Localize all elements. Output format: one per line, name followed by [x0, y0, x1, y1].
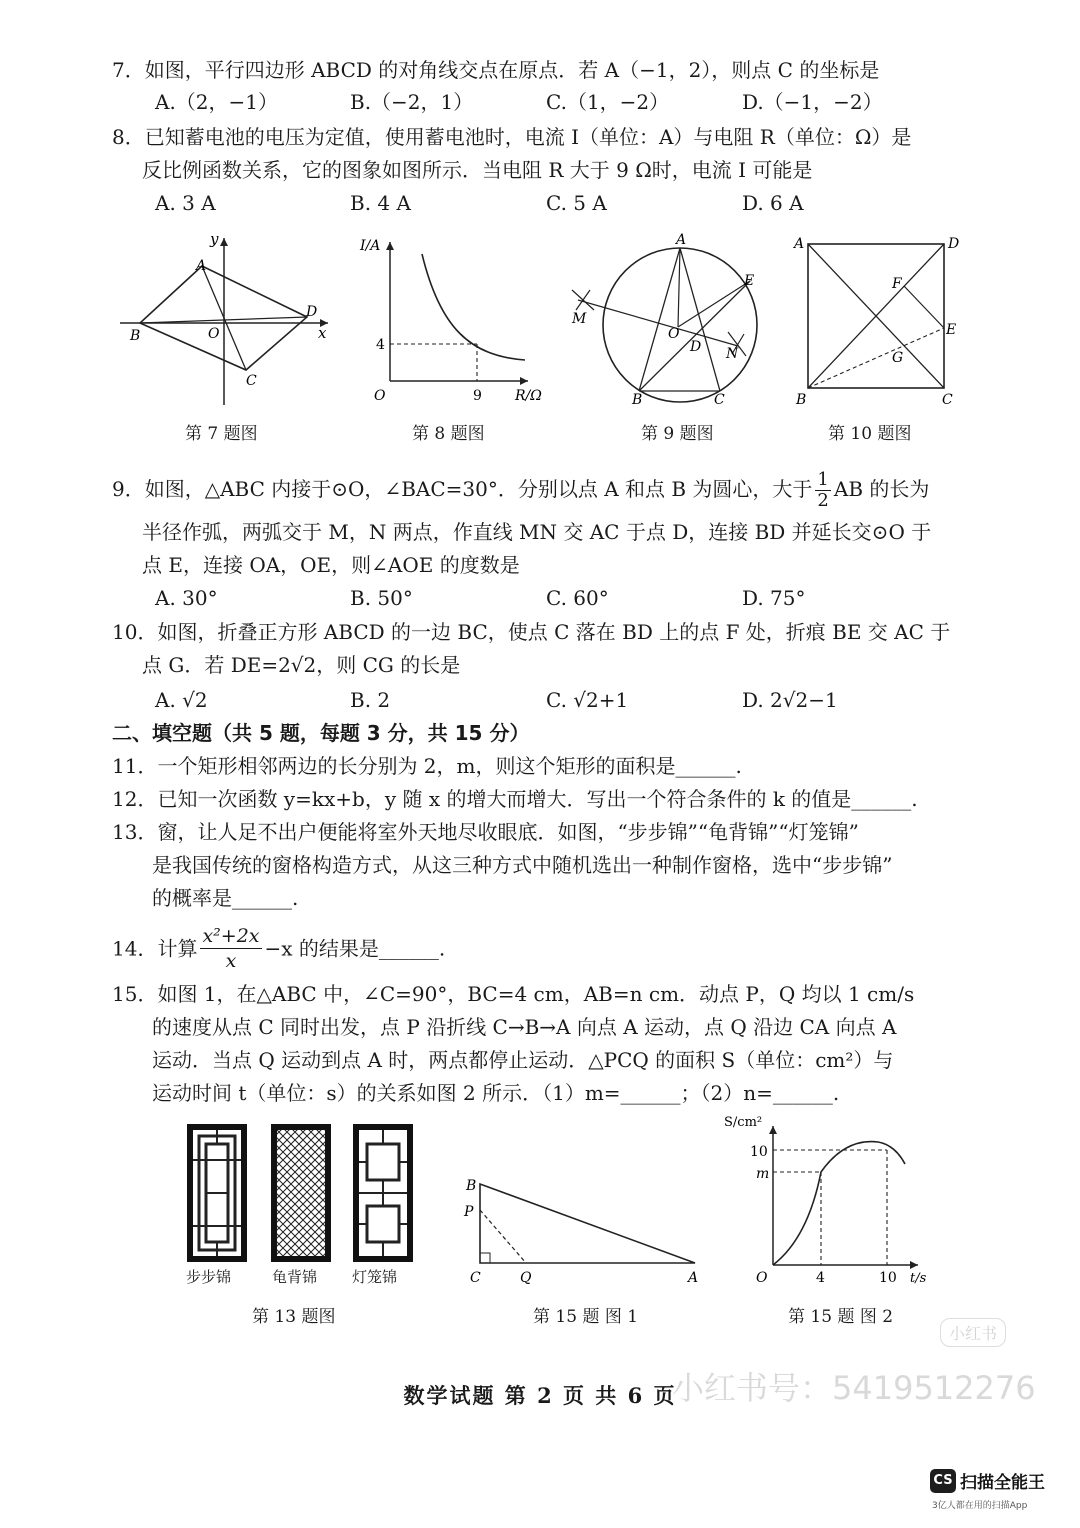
scanner-logo-icon: CS: [930, 1469, 956, 1493]
window-bubujin: [187, 1124, 247, 1262]
triangle-abc: [480, 1184, 695, 1263]
scanner-name: 扫描全能王: [960, 1473, 1045, 1493]
figure-13-windows: [183, 1120, 423, 1270]
fig15a-label-p: P: [464, 1204, 474, 1220]
q9-frac-num: 1: [817, 469, 829, 490]
scanner-tagline: 3亿人都在用的扫描App: [932, 1501, 1028, 1511]
figure-10: [790, 228, 980, 408]
fig13-caption: 第 13 题图: [252, 1307, 336, 1327]
window-guibeijin: [271, 1124, 331, 1262]
fig10-label-b: B: [796, 392, 807, 408]
q9-option-b: B. 50°: [350, 586, 413, 610]
window-label-guibeijin: 龟背锦: [272, 1268, 318, 1286]
fig15b-label-y-axis: S/cm²: [724, 1115, 763, 1130]
fig7-caption: 第 7 题图: [185, 424, 258, 444]
q7-option-c: C.（1，−2）: [546, 90, 670, 114]
q13-stem-line1: 13．窗，让人足不出户便能将室外天地尽收眼底．如图，“步步锦”“龟背锦”“灯笼锦”: [112, 820, 859, 844]
q15-stem-line2: 的速度从点 C 同时出发，点 P 沿折线 C→B→A 向点 A 运动，点 Q 沿边 CA 向点 A: [152, 1015, 897, 1039]
q7-stem: 7．如图，平行四边形 ABCD 的对角线交点在原点．若 A（−1，2），则点 C 的坐标是: [112, 58, 880, 82]
q7-option-a: A.（2，−1）: [155, 90, 279, 114]
fig15b-tick-x10: 10: [879, 1270, 897, 1286]
fig15b-tick-x4: 4: [816, 1270, 825, 1286]
fig9-label-d: D: [690, 339, 702, 355]
q8-option-c: C. 5 A: [546, 191, 607, 215]
q14-denominator: x: [225, 950, 237, 972]
q7-option-d: D.（−1，−2）: [742, 90, 883, 114]
window-label-denglongjin: 灯笼锦: [352, 1268, 398, 1286]
fig7-label-a: A: [196, 258, 207, 274]
fig10-label-g: G: [892, 350, 904, 366]
fig15a-label-a: A: [688, 1270, 699, 1286]
q13-stem-line2: 是我国传统的窗格构造方式，从这三种方式中随机选出一种制作窗格，选中“步步锦”: [152, 853, 893, 877]
q9-stem-line1: 9．如图，△ABC 内接于⊙O，∠BAC=30°．分别以点 A 和点 B 为圆心，大于 $\frac{1}{2}$ AB 的长为: [112, 469, 930, 511]
fig15b-label-o: O: [756, 1270, 768, 1286]
fig15b-caption: 第 15 题 图 2: [788, 1307, 894, 1327]
fig8-caption: 第 8 题图: [412, 424, 485, 444]
section-2-title: 二、填空题（共 5 题，每题 3 分，共 15 分）: [112, 721, 530, 745]
fig9-label-c: C: [714, 392, 725, 408]
window-denglongjin: [353, 1124, 413, 1262]
fig10-label-c: C: [942, 392, 953, 408]
figure-9: [568, 228, 768, 408]
q10-option-a: A. √2: [155, 688, 208, 712]
q15-stem-line4: 运动时间 t（单位：s）的关系如图 2 所示．（1）m=______；（2）n=______.: [152, 1081, 840, 1105]
fig9-label-m: M: [572, 311, 587, 327]
fig10-caption: 第 10 题图: [828, 424, 912, 444]
fig15b-label-x-axis: t/s: [910, 1271, 927, 1286]
fig15a-label-c: C: [470, 1270, 481, 1286]
fig9-caption: 第 9 题图: [641, 424, 714, 444]
q8-option-b: B. 4 A: [350, 191, 411, 215]
q9-stem-line3: 点 E，连接 OA，OE，则∠AOE 的度数是: [142, 553, 520, 577]
fig10-label-e: E: [946, 322, 957, 338]
q10-stem-line1: 10．如图，折叠正方形 ABCD 的一边 BC，使点 C 落在 BD 上的点 F 处，折痕 BE 交 AC 于: [112, 620, 951, 644]
q14-stem: 14．计算 $\frac{\text{x²+2x}}{x}$ −x 的结果是______.: [112, 925, 446, 972]
fig7-label-b: B: [130, 328, 141, 344]
fig15b-tick-10: 10: [750, 1144, 768, 1160]
q8-option-d: D. 6 A: [742, 191, 804, 215]
fig7-label-y: y: [210, 230, 219, 248]
q15-stem-line1: 15．如图 1，在△ABC 中，∠C=90°，BC=4 cm，AB=n cm．动点 P，Q 均以 1 cm/s: [112, 982, 915, 1006]
q7-option-b: B.（−2，1）: [350, 90, 474, 114]
q9-option-a: A. 30°: [155, 586, 218, 610]
q13-stem-line3: 的概率是______.: [152, 886, 299, 910]
figure-15-2: [720, 1108, 950, 1293]
q8-stem-line1: 8．已知蓄电池的电压为定值，使用蓄电池时，电流 I（单位：A）与电阻 R（单位：Ω）是: [112, 125, 912, 149]
figure-7: [120, 230, 340, 410]
q9-option-d: D. 75°: [742, 586, 806, 610]
fig10-label-a: A: [794, 236, 805, 252]
fig9-label-n: N: [726, 346, 739, 362]
q12-stem: 12．已知一次函数 y=kx+b，y 随 x 的增大而增大．写出一个符合条件的 k 的值是______.: [112, 787, 918, 811]
q9-frac-den: 2: [817, 490, 829, 511]
fig8-tick-9: 9: [473, 388, 482, 404]
figure-8: [360, 228, 560, 408]
fig9-label-o: O: [668, 326, 680, 342]
fig8-tick-4: 4: [376, 337, 385, 353]
fig9-label-a: A: [676, 232, 687, 248]
q8-option-a: A. 3 A: [155, 191, 216, 215]
watermark-badge: 小红书: [940, 1318, 1006, 1347]
q10-option-c: C. √2+1: [546, 688, 629, 712]
fig15a-label-b: B: [466, 1178, 477, 1194]
q9-option-c: C. 60°: [546, 586, 609, 610]
figure-15-1: [460, 1170, 710, 1290]
fig8-label-o: O: [374, 388, 386, 404]
fig7-label-c: C: [246, 373, 257, 389]
q10-option-d: D. 2√2−1: [742, 688, 838, 712]
q9-stem-line2: 半径作弧，两弧交于 M，N 两点，作直线 MN 交 AC 于点 D，连接 BD 并延长交⊙O 于: [142, 520, 932, 544]
fig7-label-x: x: [318, 324, 327, 342]
fig9-label-b: B: [632, 392, 643, 408]
scanner-brand: [930, 1468, 1045, 1511]
fig7-label-o: O: [208, 326, 220, 342]
fig15a-caption: 第 15 题 图 1: [533, 1307, 639, 1327]
q15-stem-line3: 运动．当点 Q 运动到点 A 时，两点都停止运动．△PCQ 的面积 S（单位：cm²）与: [152, 1048, 894, 1072]
fig15b-tick-m: m: [756, 1166, 770, 1182]
q11-stem: 11．一个矩形相邻两边的长分别为 2，m，则这个矩形的面积是______.: [112, 754, 742, 778]
fig8-label-x-axis: R/Ω: [515, 388, 542, 404]
fig15a-label-q: Q: [520, 1270, 532, 1286]
page-footer: 数学试题 第 2 页 共 6 页: [403, 1383, 677, 1408]
fig10-label-d: D: [948, 236, 960, 252]
area-curve: [773, 1142, 905, 1265]
q8-stem-line2: 反比例函数关系，它的图象如图所示．当电阻 R 大于 9 Ω时，电流 I 可能是: [142, 158, 813, 182]
fig8-label-y-axis: I/A: [360, 238, 381, 254]
window-label-bubujin: 步步锦: [186, 1268, 232, 1286]
fig10-label-f: F: [892, 276, 902, 292]
q10-option-b: B. 2: [350, 688, 391, 712]
watermark-text: 小红书号：5419512276: [672, 1369, 1036, 1407]
q10-stem-line2: 点 G．若 DE=2√2，则 CG 的长是: [142, 653, 461, 677]
q14-numerator: x²+2x: [202, 925, 260, 947]
inverse-proportion-curve: [422, 254, 525, 360]
fig9-label-e: E: [744, 273, 755, 289]
fig7-label-d: D: [306, 304, 318, 320]
